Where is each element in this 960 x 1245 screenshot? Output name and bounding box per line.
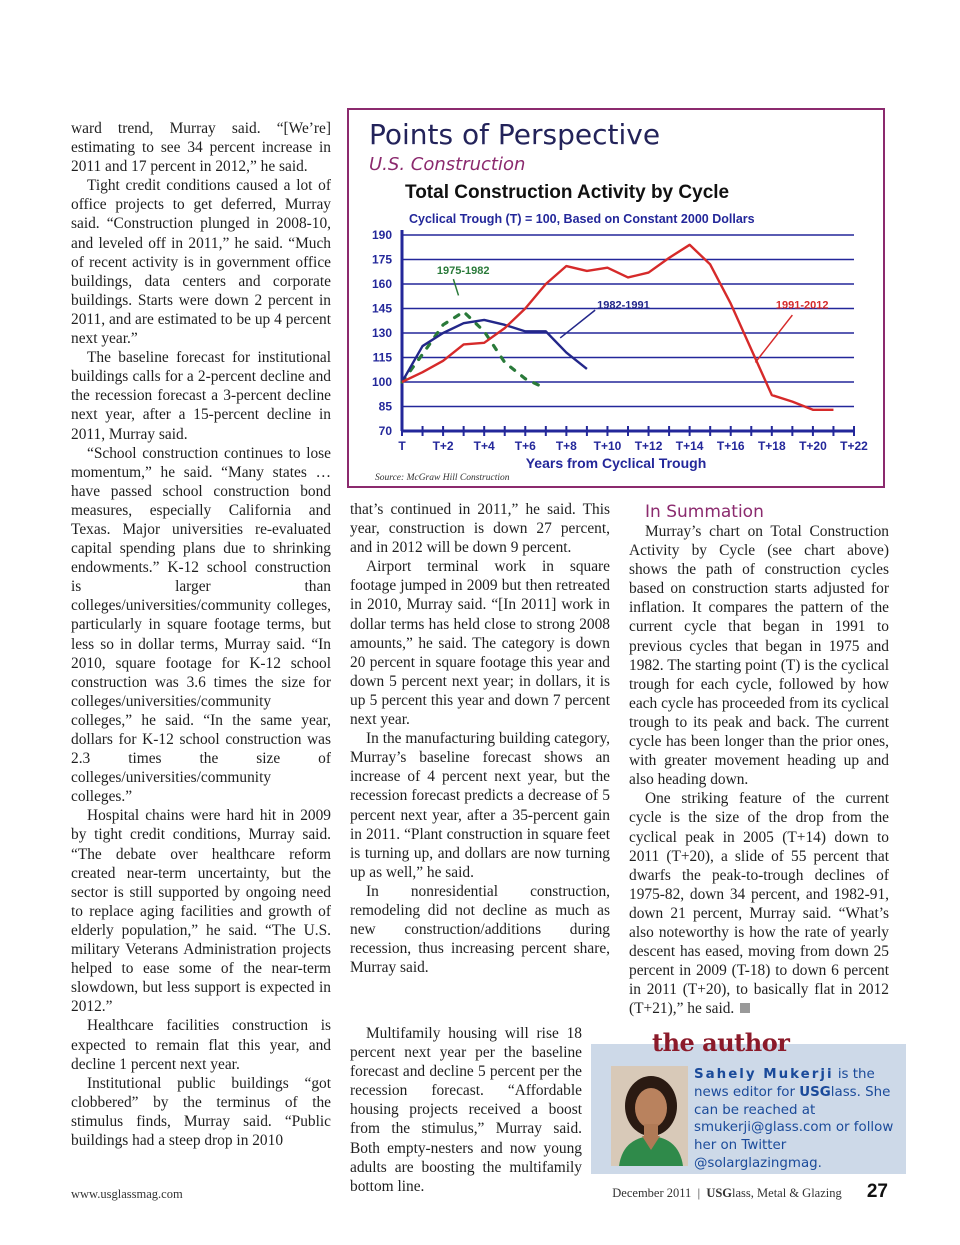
- x-tick-label: T+4: [473, 439, 495, 453]
- construction-chart: [349, 110, 883, 486]
- y-tick-label: 70: [378, 424, 392, 438]
- x-tick-label: T+8: [555, 439, 577, 453]
- footer-right: [612, 1181, 888, 1203]
- footer-url: www.usglassmag.com: [71, 1187, 183, 1201]
- paragraph: One striking feature of the current cycle is the size of the drop from the cyclical peak in 2005 (T+14) down to 2011 (T+20), a slide of 55 percent that dwarfs the peak-to-trough declines of 1975-82, down 34 percent, and 1982-91, down 21 percent, Murray said. “What’s also noteworthy is how the rate of yearly descent has eased, moving from down 25 percent in 2009 (T-18) to down 6 percent in 2011 (T+20), to basically flat in 2012 (T+21),” he said.: [629, 790, 889, 1018]
- paragraph: Airport terminal work in square footage jumped in 2009 but then retreated in 2010, Murray said. “[In 2011] work in dollar terms has held close to strong 2008 amounts,” he said. The category is down 20 percent in square footage this year and down 5 percent next year; in dollars, it is up 5 percent this year and down 7 percent next year.: [350, 558, 610, 729]
- paragraph: Multifamily housing will rise 18 percent next year per the baseline forecast and decline 5 percent per the recession forecast. “Affordable housing projects received a boost from the stimulus,” Murray said. Both empty-nesters and now young adults are boosting the multifamily bottom line.: [350, 1025, 582, 1195]
- footer-publication-bold: USG: [706, 1186, 733, 1200]
- leader-line-1982-1991: [560, 310, 595, 338]
- y-tick-label: 175: [371, 252, 392, 267]
- x-tick-label: T+6: [514, 439, 536, 453]
- y-tick-label: 145: [371, 301, 392, 316]
- chart-panel: [347, 108, 885, 488]
- paragraph: Institutional public buildings “got clobbered” by the terminus of the stimulus finds, Murray said. “Public buildings had a steep drop in 2010: [71, 1074, 331, 1149]
- y-tick-label: 115: [372, 350, 392, 365]
- summary-column: [629, 502, 889, 1018]
- y-tick-label: 190: [371, 228, 392, 242]
- paragraph: “School construction continues to lose momentum,” he said. “Many states … have passed school construction bond measures, especially California and Texas. Major universities re-evaluated capital spending plans due to shrinking endowments.” K-12 school construction is larger than colleges/universities/community colleges, particularly in square footage terms, but less so in dollar terms, Murray said. “In 2010, square footage for K-12 school construction was 3.6 times the size for colleges/universities/community colleges,” he said. “In the same year, dollars for K-12 school construction was 2.3 times the size of colleges/universities/community colleges.”: [71, 444, 331, 806]
- summary-heading: In Summation: [645, 502, 764, 522]
- leader-line-1975-1982: [453, 279, 458, 295]
- leader-line-1991-2012: [755, 315, 792, 362]
- author-brand: USG: [799, 1084, 831, 1100]
- paragraph: Healthcare facilities construction is expected to remain flat this year, and decline 1 percent next year.: [71, 1017, 331, 1073]
- y-tick-label: 100: [371, 375, 392, 389]
- x-tick-label: T+10: [593, 439, 622, 453]
- x-tick-label: T+16: [716, 439, 745, 453]
- y-tick-label: 130: [371, 326, 392, 340]
- paragraph: Tight credit conditions caused a lot of office projects to get deferred, Murray said. “Construction plunged in 2008-10, and leveled off in 2011,” he said. “Much of recent activity is in government office buildings, data centers and corporate buildings. Starts were down 2 percent in 2011, and are estimated to be up 4 percent next year.”: [71, 177, 331, 348]
- author-name: Sahely Mukerji: [694, 1067, 834, 1082]
- x-axis-label: Years from Cyclical Trough: [525, 455, 707, 471]
- x-tick-label: T+18: [757, 439, 786, 453]
- page-number: 27: [866, 1181, 888, 1202]
- y-tick-label: 160: [371, 277, 392, 291]
- footer-separator: |: [697, 1186, 701, 1200]
- footer-publication-rest: lass, Metal & Glazing: [732, 1186, 842, 1200]
- paragraph: The baseline forecast for institutional buildings calls for a 2-percent decline and the recession forecast a 3-percent decline next year, after a 15-percent decline in 2011, Murray said.: [71, 349, 331, 443]
- article-column-2-tail: [350, 1024, 582, 1196]
- author-bio-text-2: lass. She can be reached at smukerji@glass.com or follow her on Twitter @solarglazingmag.: [694, 1084, 894, 1171]
- paragraph: Hospital chains were hard hit in 2009 by tight credit conditions, Murray said. “The debate over healthcare reform created near-term uncertainty, but the sector is still supported by ongoing need to replace aging facilities and growth of elderly population,” he said. “The U.S. military Veterans Administration projects helped to ease some of the near-term slowdown, but less support is expected in 2012.”: [71, 807, 331, 1016]
- series-line-1982-1991: [402, 320, 587, 382]
- x-tick-label: T+12: [634, 439, 663, 453]
- x-tick-label: T+2: [432, 439, 454, 453]
- paragraph: In the manufacturing building category, Murray’s baseline forecast shows an increase of 4 percent next year, but the recession forecast predicts a decrease of 5 percent next year, after a 35-percent gain in 2011. “Plant construction in square feet is turning up, and dollars are now turning up as well,” he said.: [350, 730, 610, 881]
- author-bio-text-1: is the news editor for: [694, 1067, 875, 1100]
- paragraph: ward trend, Murray said. “[We’re] estimating to see 34 percent increase in 2011 and 17 percent in 2012,” he said.: [71, 120, 331, 176]
- summary-body: [629, 522, 889, 1018]
- end-of-article-mark: [740, 1003, 750, 1013]
- paragraph: In nonresidential construction, remodeling did not decline as much as new construction/additions during recession, thus increasing percent share, Murray said.: [350, 882, 610, 977]
- chart-source: Source: McGraw Hill Construction: [375, 473, 510, 483]
- author-bio: [694, 1066, 899, 1173]
- article-column-2: [350, 500, 610, 977]
- author-photo: [611, 1066, 688, 1166]
- x-tick-label: T+22: [840, 439, 868, 453]
- x-tick-label: T+20: [799, 439, 827, 453]
- footer-date: December 2011: [612, 1186, 692, 1200]
- x-tick-label: T: [398, 439, 406, 453]
- series-line-1975-1982: [402, 312, 546, 389]
- chart-title: Total Construction Activity by Cycle: [405, 182, 730, 203]
- y-tick-label: 85: [378, 399, 392, 414]
- series-label-1991-2012: 1991-2012: [775, 299, 829, 312]
- chart-subtitle: Cyclical Trough (T) = 100, Based on Constant 2000 Dollars: [409, 212, 755, 226]
- series-label-1975-1982: 1975-1982: [436, 265, 490, 278]
- author-heading: the author: [652, 1028, 790, 1057]
- article-column-1: [71, 119, 331, 1150]
- x-tick-label: T+14: [675, 439, 704, 453]
- paragraph: that’s continued in 2011,” he said. This year, construction is down 27 percent, and in 2012 will be down 9 percent.: [350, 501, 610, 557]
- paragraph: Murray’s chart on Total Construction Activity by Cycle (see chart above) shows the path of construction cycles based on construction starts adjusted for inflation. It compares the pattern of the current cycle that began in 1991 to previous cycles that began in 1975 and 1982. The starting point (T) is the cyclical trough for each cycle, followed by how each cycle has proceeded from its cyclical trough to its peak and back. The current cycle has been longer than the prior ones, with greater movement heading up and also heading down.: [629, 523, 889, 789]
- series-label-1982-1991: 1982-1991: [597, 299, 650, 312]
- chart-panel-subheading: U.S. Construction: [369, 154, 526, 175]
- chart-panel-heading: Points of Perspective: [369, 118, 661, 151]
